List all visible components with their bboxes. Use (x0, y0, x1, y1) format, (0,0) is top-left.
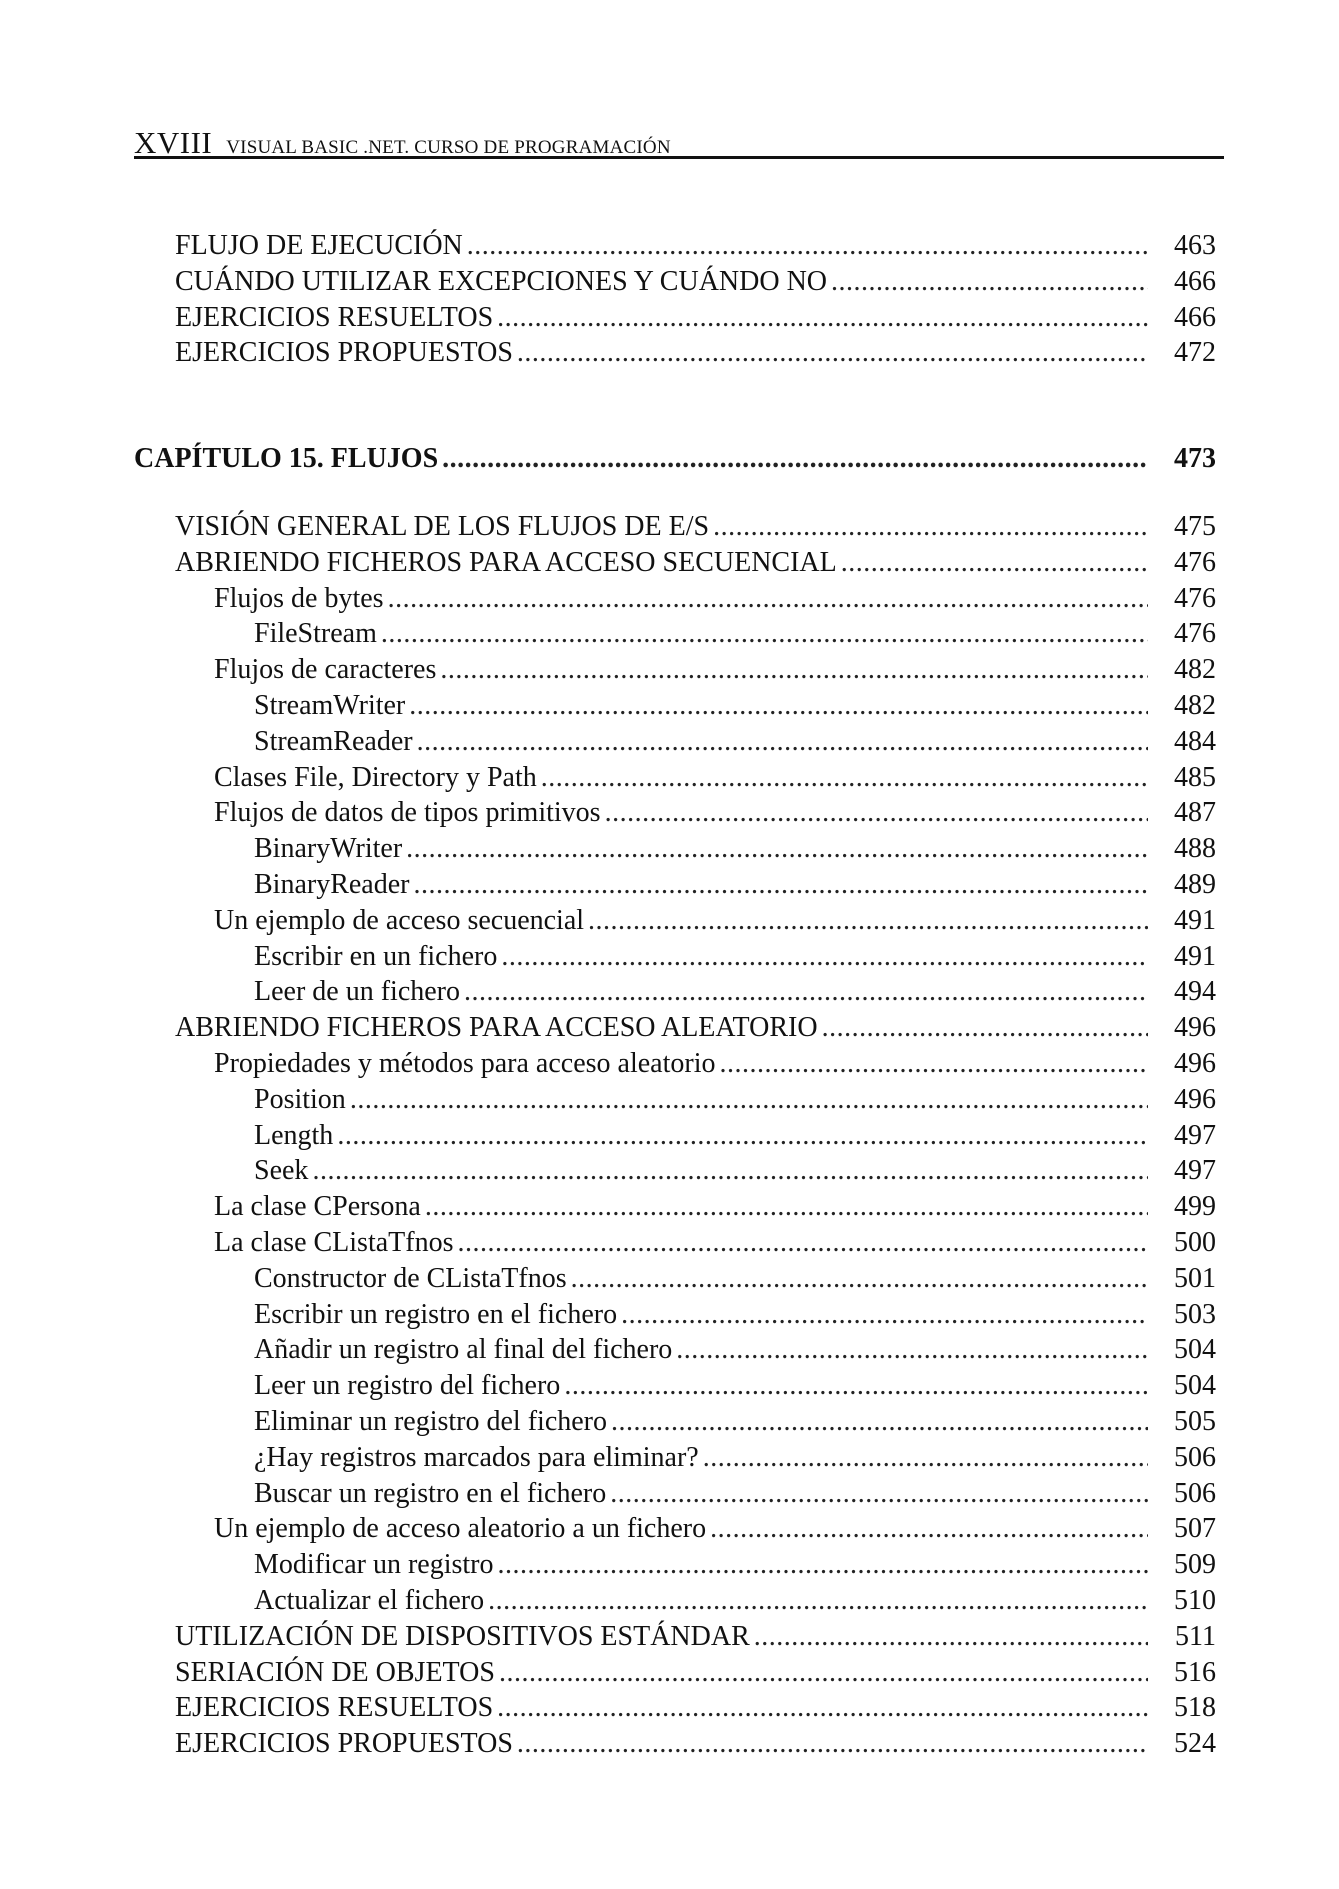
toc-entry-title: Clases File, Directory y Path (214, 761, 537, 793)
dot-leader (409, 688, 1148, 724)
dot-leader (312, 1153, 1148, 1189)
dot-leader (497, 1690, 1148, 1726)
toc-entry (175, 228, 1216, 264)
toc-entry-page: 475 (1174, 511, 1216, 542)
toc-entry (175, 1655, 1216, 1691)
dot-leader (831, 264, 1148, 300)
toc-entry (254, 1082, 1216, 1118)
dot-leader (381, 616, 1148, 652)
toc-entry (254, 867, 1216, 903)
dot-leader (703, 1440, 1148, 1476)
toc-entry-title: SERIACIÓN DE OBJETOS (175, 1656, 495, 1688)
toc-entry-title: Length (254, 1119, 334, 1151)
toc-entry (254, 1118, 1216, 1154)
toc-entry-page: 494 (1174, 976, 1216, 1008)
toc-entry-title: FLUJO DE EJECUCIÓN (175, 230, 463, 261)
dot-leader (710, 1511, 1148, 1547)
dot-leader (350, 1082, 1148, 1118)
toc-entry (254, 939, 1216, 975)
toc-entry-title: Position (254, 1083, 346, 1115)
toc-entry (254, 1297, 1216, 1333)
toc-entry-page: 482 (1174, 690, 1216, 721)
toc-entry-title: VISIÓN GENERAL DE LOS FLUJOS DE E/S (175, 511, 710, 542)
toc-entry-page: 505 (1174, 1406, 1216, 1437)
dot-leader (406, 831, 1148, 867)
toc-entry-page: 503 (1174, 1298, 1216, 1330)
toc-entry-title: Leer un registro del fichero (254, 1370, 561, 1402)
toc-entry (214, 1046, 1216, 1082)
toc-entry (254, 616, 1216, 652)
dot-leader (457, 1225, 1148, 1261)
dot-leader (499, 1655, 1148, 1691)
dot-leader (754, 1619, 1148, 1655)
chapter-heading (134, 441, 1216, 477)
toc-entry-title: ¿Hay registros marcados para eliminar? (254, 1441, 699, 1473)
toc-entry-page: 473 (1174, 443, 1216, 474)
toc-entry-page: 501 (1174, 1262, 1216, 1294)
toc-entry-page: 491 (1174, 940, 1216, 972)
dot-leader (610, 1476, 1148, 1512)
toc-entry-title: Un ejemplo de acceso secuencial (214, 904, 585, 936)
toc-entry-title: Un ejemplo de acceso aleatorio a un fichero (214, 1513, 707, 1545)
toc-entry (214, 652, 1216, 688)
dot-leader (822, 1010, 1148, 1046)
toc-entry (254, 1404, 1216, 1440)
toc-entry (254, 831, 1216, 867)
toc-entry-page: 509 (1174, 1549, 1216, 1581)
toc-entry (254, 1440, 1216, 1476)
toc-entry-title: StreamReader (254, 725, 413, 757)
toc-entry-page: 506 (1174, 1441, 1216, 1473)
toc-entry-page: 496 (1174, 1083, 1216, 1115)
toc-entry-page: 497 (1174, 1155, 1216, 1187)
toc-entry (214, 1511, 1216, 1547)
toc-entry (254, 1583, 1216, 1619)
toc-entry-title: Flujos de caracteres (214, 654, 437, 686)
toc-entry (254, 974, 1216, 1010)
toc-entry-page: 499 (1174, 1191, 1216, 1223)
toc-entry-page: 504 (1174, 1370, 1216, 1402)
toc-entry-title: UTILIZACIÓN DE DISPOSITIVOS ESTÁNDAR (175, 1620, 750, 1652)
toc-entry (254, 1368, 1216, 1404)
toc-entry-page: 507 (1174, 1513, 1216, 1545)
toc-entry-page: 485 (1174, 761, 1216, 793)
toc-entry-page: 488 (1174, 833, 1216, 865)
dot-leader (564, 1368, 1148, 1404)
toc-entry (175, 264, 1216, 300)
toc-entry-page: 500 (1174, 1227, 1216, 1258)
dot-leader (464, 974, 1148, 1010)
toc-entry-title: Propiedades y métodos para acceso aleatorio (214, 1048, 716, 1079)
toc-entry-title: Escribir en un fichero (254, 940, 498, 972)
toc-entry-page: 489 (1174, 869, 1216, 900)
dot-leader (517, 1726, 1148, 1762)
toc-entry-page: 484 (1174, 725, 1216, 757)
dot-leader (517, 335, 1148, 371)
toc-entry (254, 1332, 1216, 1368)
dot-leader (501, 939, 1148, 975)
toc-entry-title: Añadir un registro al final del fichero (254, 1334, 673, 1366)
dot-leader (488, 1583, 1148, 1619)
dot-leader (713, 509, 1148, 545)
dot-leader (841, 545, 1148, 581)
toc-entry-title: Flujos de datos de tipos primitivos (214, 797, 601, 829)
toc-entry-page: 491 (1174, 904, 1216, 936)
toc-entry-title: Eliminar un registro del fichero (254, 1406, 607, 1437)
dot-leader (417, 724, 1148, 760)
toc-entry-page: 518 (1174, 1692, 1216, 1724)
toc-entry-title: Escribir un registro en el fichero (254, 1298, 618, 1330)
toc-entry-page: 476 (1174, 618, 1216, 650)
dot-leader (497, 300, 1148, 336)
book-title: VISUAL BASIC .NET. CURSO DE PROGRAMACIÓN (226, 137, 671, 158)
toc-entry-title: ABRIENDO FICHEROS PARA ACCESO SECUENCIAL (175, 546, 837, 578)
toc-entry-title: Modificar un registro (254, 1549, 494, 1581)
toc-entry-title: ABRIENDO FICHEROS PARA ACCESO ALEATORIO (175, 1012, 818, 1044)
toc-entry (254, 1476, 1216, 1512)
toc-entry-title: BinaryWriter (254, 833, 403, 865)
toc-entry (175, 545, 1216, 581)
toc-entry-page: 511 (1175, 1620, 1216, 1652)
toc-entry (175, 509, 1216, 545)
toc-entry-title: EJERCICIOS RESUELTOS (175, 301, 494, 333)
toc-entry-page: 466 (1174, 265, 1216, 297)
toc-entry-title: EJERCICIOS RESUELTOS (175, 1692, 494, 1724)
toc-entry (254, 724, 1216, 760)
dot-leader (588, 903, 1148, 939)
toc-entry-page: 482 (1174, 654, 1216, 686)
toc-entry-page: 496 (1174, 1048, 1216, 1079)
toc-entry (175, 1726, 1216, 1762)
toc-entry (214, 1189, 1216, 1225)
toc-entry-page: 463 (1174, 230, 1216, 261)
dot-leader (388, 581, 1148, 617)
toc-entry-title: Seek (254, 1155, 309, 1187)
toc-entry-page: 524 (1174, 1728, 1216, 1760)
dot-leader (467, 228, 1148, 264)
toc-entry (254, 1261, 1216, 1297)
toc-entry (175, 1690, 1216, 1726)
toc-entry (254, 1547, 1216, 1583)
dot-leader (719, 1046, 1148, 1082)
dot-leader (611, 1404, 1148, 1440)
toc-entry (175, 335, 1216, 371)
dot-leader (621, 1297, 1148, 1333)
toc-entry-title: La clase CListaTfnos (214, 1227, 454, 1258)
toc-entry-page: 516 (1174, 1656, 1216, 1688)
toc-entry-title: FileStream (254, 618, 377, 650)
toc-entry-title: Flujos de bytes (214, 582, 384, 614)
dot-leader (605, 795, 1148, 831)
toc-entry-page: 487 (1174, 797, 1216, 829)
dot-leader (337, 1118, 1148, 1154)
toc-entry (175, 300, 1216, 336)
dot-leader (442, 441, 1148, 477)
toc-entry-title: BinaryReader (254, 869, 410, 900)
toc-entry-title: CUÁNDO UTILIZAR EXCEPCIONES Y CUÁNDO NO (175, 265, 828, 297)
toc-entry-title: EJERCICIOS PROPUESTOS (175, 1728, 513, 1760)
toc-entry-page: 496 (1174, 1012, 1216, 1044)
toc-entry-title: StreamWriter (254, 690, 406, 721)
dot-leader (676, 1332, 1148, 1368)
toc-entry-title: EJERCICIOS PROPUESTOS (175, 337, 513, 369)
dot-leader (571, 1261, 1148, 1297)
toc-entry-page: 476 (1174, 546, 1216, 578)
toc-entry (254, 1153, 1216, 1189)
toc-entry (214, 760, 1216, 796)
toc-entry-title: La clase CPersona (214, 1191, 421, 1223)
toc-entry (214, 795, 1216, 831)
toc-entry-page: 472 (1174, 337, 1216, 369)
page-number: XVIII (134, 125, 213, 160)
dot-leader (414, 867, 1149, 903)
toc-entry-title: CAPÍTULO 15. FLUJOS (134, 443, 439, 474)
toc-entry (175, 1619, 1216, 1655)
dot-leader (541, 760, 1148, 796)
toc-entry-title: Buscar un registro en el fichero (254, 1477, 607, 1509)
toc-entry (254, 688, 1216, 724)
dot-leader (498, 1547, 1149, 1583)
toc-entry-page: 504 (1174, 1334, 1216, 1366)
toc-entry (214, 581, 1216, 617)
dot-leader (440, 652, 1148, 688)
toc-entry-page: 466 (1174, 301, 1216, 333)
toc-entry-title: Constructor de CListaTfnos (254, 1262, 567, 1294)
toc-entry-page: 510 (1174, 1585, 1216, 1616)
toc-entry-page: 497 (1174, 1119, 1216, 1151)
toc-entry-page: 476 (1174, 582, 1216, 614)
toc-entry-title: Leer de un fichero (254, 976, 460, 1008)
toc-entry-title: Actualizar el fichero (254, 1585, 485, 1616)
toc-entry (175, 1010, 1216, 1046)
toc-entry (214, 1225, 1216, 1261)
toc-entry (214, 903, 1216, 939)
toc-entry-page: 506 (1174, 1477, 1216, 1509)
dot-leader (425, 1189, 1148, 1225)
